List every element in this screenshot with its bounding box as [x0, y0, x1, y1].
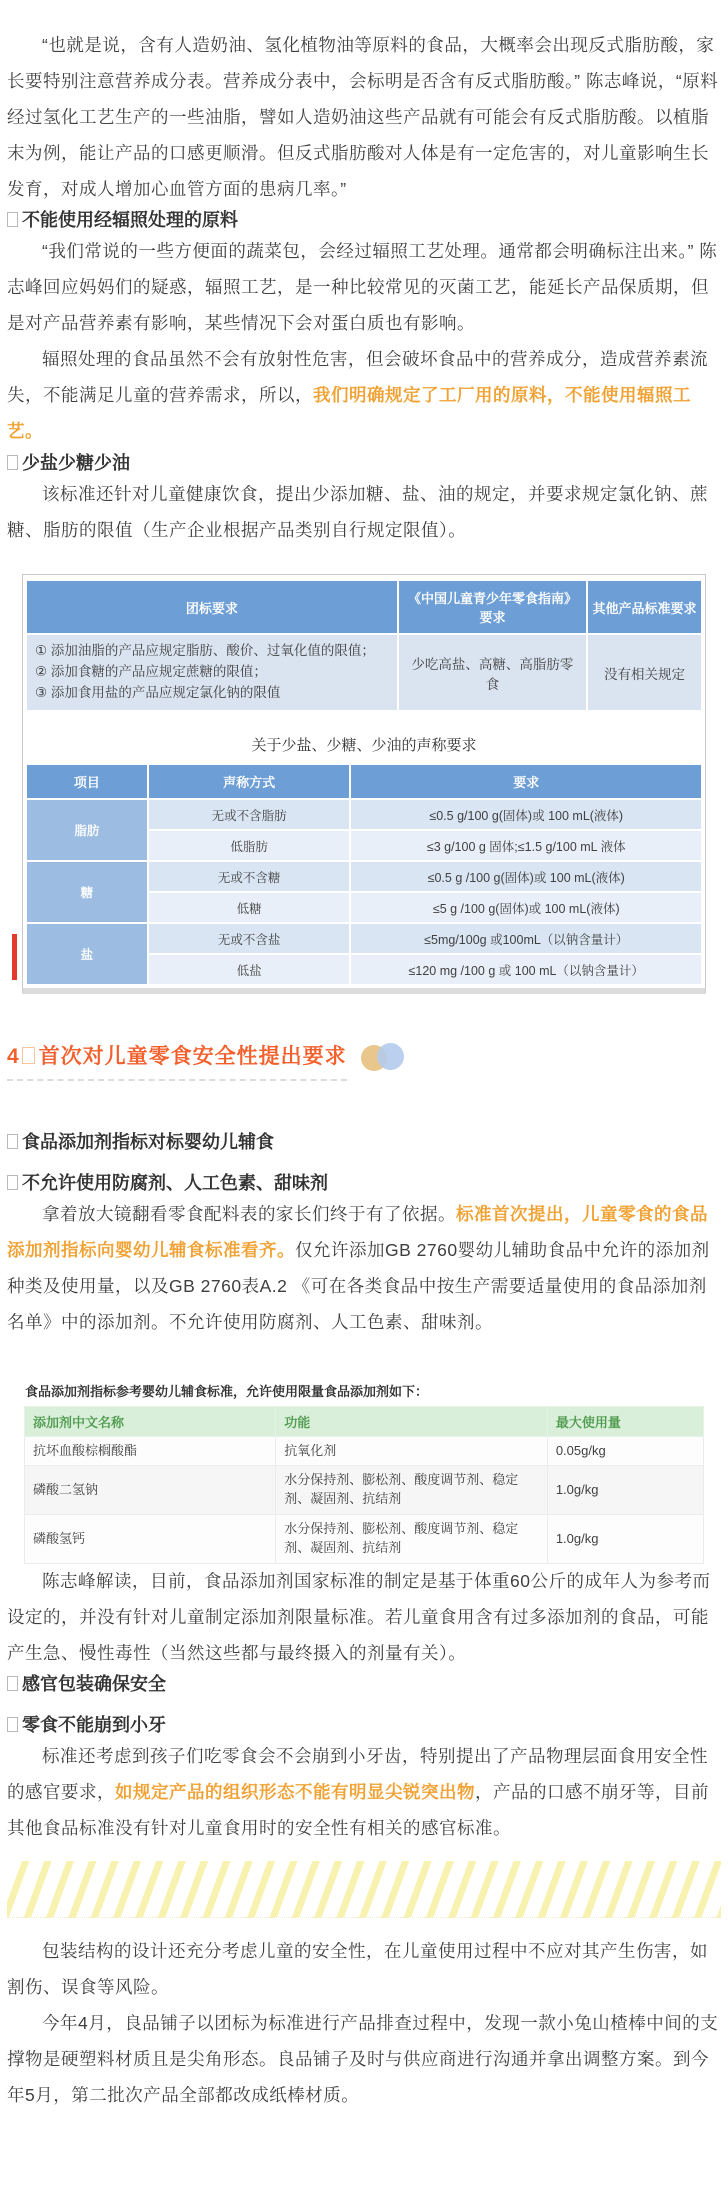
subheading-radiation-label: 不能使用经辐照处理的原料: [22, 210, 238, 231]
col-header-requirement: 要求: [350, 764, 702, 799]
table-row: [26, 799, 702, 830]
claim-cell: 无或不含糖: [148, 861, 351, 892]
subheading-radiation: [7, 207, 721, 234]
table-row: [26, 861, 702, 892]
blue-circle-icon: [377, 1043, 404, 1070]
paragraph-expert-reading: 陈志峰解读，目前，食品添加剂国家标准的制定是基于体重60公斤的成年人为参考而设定的，并没有针对儿童制定添加剂限量标准。若儿童食用含有过多添加剂的食品，可能产生急、慢性毒性（当然这些都与最终摄入的剂量有关）。: [7, 1570, 711, 1663]
paragraph-trans-fat: “也就是说，含有人造奶油、氢化植物油等原料的食品，大概率会出现反式脂肪酸，家长要特别注意营养成分表。营养成分表中，会标明是否含有反式脂肪酸。” 陈志峰说，“原料经过氢化工艺生产的一些油脂，譬如人造奶油这些产品就有可能会有反式脂肪酸。以植脂末为例，能让产品的口感更顺滑。但反式脂肪酸对人体是有一定危害的，对儿童影响生长发育，对成人增加心血管方面的患病几率。”: [7, 35, 719, 199]
cell-guide: 少吃高盐、高糖、高脂肪零食: [398, 634, 587, 711]
paragraph-radiation-quote: “我们常说的一些方便面的蔬菜包，会经过辐照工艺处理。通常都会明确标注出来。” 陈志峰回应妈妈们的疑惑，辐照工艺，是一种比较常见的灭菌工艺，能延长产品保质期，但是对产品营养素有影响，某些情况下会对蛋白质也有影响。: [7, 241, 718, 334]
requirement-cell: ≤5mg/100g 或100mL（以钠含量计）: [350, 923, 702, 954]
function-cell: 水分保持剂、膨松剂、酸度调节剂、稳定剂、凝固剂、抗结剂: [276, 1466, 548, 1515]
cell-other: 没有相关规定: [587, 634, 702, 711]
col-header-additive-name: 添加剂中文名称: [25, 1406, 276, 1436]
paragraph-radiation-harm: [7, 342, 721, 450]
intro-plain: 拿着放大镜翻看零食配料表的家长们终于有了依据。: [42, 1204, 456, 1225]
subheading-sensory-packaging: [7, 1671, 721, 1698]
sensory-plain: 标准还考虑到孩子们吃零食会不会崩到小牙齿，特别提出了产品物理层面食用安全性的感官要求，: [7, 1746, 708, 1803]
table-row: [25, 1466, 704, 1515]
bullet-box-icon: [22, 1047, 35, 1064]
striped-divider: [7, 1861, 721, 1918]
table-row: [26, 923, 702, 954]
bullet-box-icon: [7, 212, 18, 227]
col-header-function: 功能: [276, 1406, 548, 1436]
claims-table: [25, 763, 703, 986]
function-cell: 水分保持剂、膨松剂、酸度调节剂、稳定剂、凝固剂、抗结剂: [276, 1515, 548, 1564]
additive-name-cell: 磷酸氢钙: [25, 1515, 276, 1564]
category-cell-salt: 盐: [26, 923, 148, 985]
col-header-claim: 声称方式: [148, 764, 351, 799]
subheading-less-salt-sugar-oil: [7, 450, 721, 477]
paragraph-radiation-harm-plain: 辐照处理的食品虽然不会有放射性危害，但会破坏食品中的营养成分，造成营养素流失，不能满足儿童的营养需求，所以，: [7, 349, 708, 405]
requirement-item: ③ 添加食用盐的产品应规定氯化钠的限值: [35, 685, 281, 701]
claim-cell: 低糖: [148, 892, 351, 923]
table-header-row: [26, 764, 702, 799]
standard-comparison-table: [25, 579, 703, 712]
paragraph-sensory: [7, 1739, 721, 1847]
requirement-cell: ≤0.5 g/100 g(固体)或 100 mL(液体): [350, 799, 702, 830]
requirement-item: ① 添加油脂的产品应规定脂肪、酸价、过氧化值的限值；: [35, 643, 375, 659]
requirement-cell: ≤120 mg /100 g 或 100 mL（以钠含量计）: [350, 954, 702, 985]
table-row: [26, 634, 702, 711]
table-row: [25, 1515, 704, 1564]
col-header-group-standard: 团标要求: [26, 580, 398, 634]
highlight-no-radiation: 我们明确规定了工厂用的原料，不能使用辐照工艺。: [7, 384, 691, 441]
function-cell: 抗氧化剂: [276, 1436, 548, 1466]
subheading-tooth-label: 零食不能崩到小牙: [22, 1715, 166, 1736]
cell-requirements: [26, 634, 398, 711]
col-header-max-usage: 最大使用量: [547, 1406, 703, 1436]
max-usage-cell: 0.05g/kg: [547, 1436, 703, 1466]
category-cell-fat: 脂肪: [26, 799, 148, 861]
section-title: 首次对儿童零食安全性提出要求: [38, 1045, 347, 1069]
claim-cell: 低盐: [148, 954, 351, 985]
col-header-item: 项目: [26, 764, 148, 799]
section-heading-4-text: [7, 1040, 347, 1081]
table-header-row: [25, 1406, 704, 1436]
decorative-circles-icon: [361, 1043, 405, 1071]
red-marker: [12, 934, 17, 980]
subheading-sensory-label: 感官包装确保安全: [22, 1674, 166, 1695]
subheading-additives: [7, 1129, 721, 1156]
intro-rest: 仅允许添加GB 2760婴幼儿辅助食品中允许的添加剂种类及使用量，以及GB 2760表A.2 《可在各类食品中按生产需要适量使用的食品添加剂名单》中的添加剂。不允许使用防腐剂、人工色素、甜味剂。: [7, 1240, 710, 1332]
bullet-box-icon: [7, 455, 18, 470]
paragraph-case-study: 今年4月，良品铺子以团标为标准进行产品排查过程中，发现一款小兔山楂棒中间的支撑物是硬塑料材质且是尖角形态。良品铺子及时与供应商进行沟通并拿出调整方案。到今年5月，第二批次产品全部都改成纸棒材质。: [7, 2012, 719, 2105]
claims-table-title: 关于少盐、少糖、少油的声称要求: [251, 737, 477, 755]
highlight-no-sharp-objects: 如规定产品的组织形态不能有明显尖锐突出物: [115, 1782, 475, 1803]
bullet-box-icon: [7, 1175, 18, 1190]
bullet-box-icon: [7, 1134, 18, 1149]
table-row: [25, 1436, 704, 1466]
bullet-box-icon: [7, 1676, 18, 1691]
highlight-first-proposal: 标准首次提出，儿童零食的食品添加剂指标向婴幼儿辅食标准看齐。: [7, 1204, 708, 1261]
claim-cell: 无或不含脂肪: [148, 799, 351, 830]
subheading-less-label: 少盐少糖少油: [22, 452, 130, 473]
section-number: 4: [7, 1045, 20, 1069]
requirement-item: ② 添加食糖的产品应规定蔗糖的限值；: [35, 664, 267, 680]
paragraph-limits: 该标准还针对儿童健康饮食，提出少添加糖、盐、油的规定，并要求规定氯化钠、蔗糖、脂肪的限值（生产企业根据产品类别自行规定限值）。: [7, 483, 708, 540]
col-header-other: 其他产品标准要求: [587, 580, 702, 634]
additives-table: [24, 1406, 704, 1564]
category-cell-sugar: 糖: [26, 861, 148, 923]
table-header-row: [26, 580, 702, 634]
max-usage-cell: 1.0g/kg: [547, 1466, 703, 1515]
requirement-cell: ≤3 g/100 g 固体;≤1.5 g/100 mL 液体: [350, 830, 702, 861]
additive-name-cell: 抗坏血酸棕榈酸酯: [25, 1436, 276, 1466]
paragraph-additives-intro: [7, 1197, 721, 1341]
additives-table-caption: 食品添加剂指标参考婴幼儿辅食标准，允许使用限量食品添加剂如下：: [25, 1383, 429, 1399]
blue-tables-container: [22, 574, 706, 994]
subheading-no-tooth-break: [7, 1712, 721, 1739]
max-usage-cell: 1.0g/kg: [547, 1515, 703, 1564]
bullet-box-icon: [7, 1717, 18, 1732]
claim-cell: 低脂肪: [148, 830, 351, 861]
standards-table-image: [22, 574, 706, 994]
claim-cell: 无或不含盐: [148, 923, 351, 954]
section-heading-4: [7, 1040, 721, 1081]
sensory-rest: ，产品的口感不崩牙等，目前其他食品标准没有针对儿童食用时的安全性有相关的感官标准。: [7, 1782, 709, 1839]
subheading-no-preservatives: [7, 1170, 721, 1197]
requirement-cell: ≤0.5 g /100 g(固体)或 100 mL(液体): [350, 861, 702, 892]
requirement-cell: ≤5 g /100 g(固体)或 100 mL(液体): [350, 892, 702, 923]
col-header-guide: 《中国儿童青少年零食指南》要求: [398, 580, 587, 634]
paragraph-packaging-safety: 包装结构的设计还充分考虑儿童的安全性，在儿童使用过程中不应对其产生伤害，如割伤、误食等风险。: [7, 1941, 708, 1997]
subheading-additives-label: 食品添加剂指标对标婴幼儿辅食: [22, 1132, 274, 1153]
subheading-no-preservatives-label: 不允许使用防腐剂、人工色素、甜味剂: [22, 1173, 328, 1194]
additive-name-cell: 磷酸二氢钠: [25, 1466, 276, 1515]
